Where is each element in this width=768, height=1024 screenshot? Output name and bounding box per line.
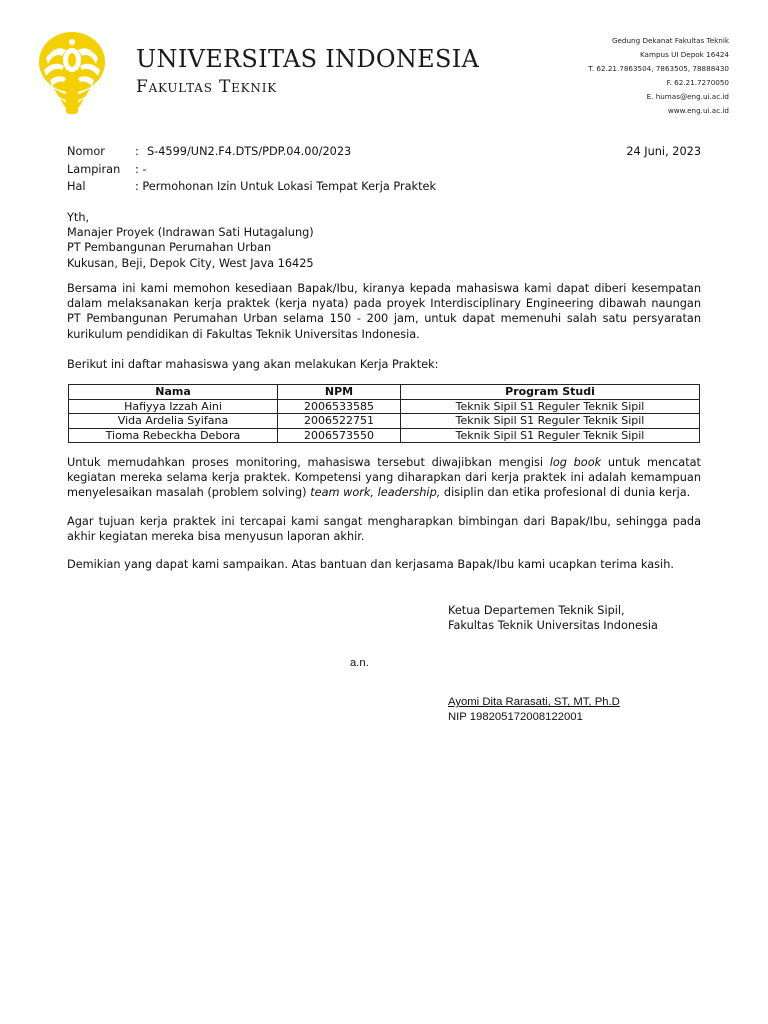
nomor-label: Nomor	[67, 145, 105, 158]
student-npm: 2006573550	[278, 428, 401, 443]
student-name: Hafiyya Izzah Aini	[69, 399, 278, 414]
student-program: Teknik Sipil S1 Reguler Teknik Sipil	[401, 428, 700, 443]
hal-value: : Permohonan Izin Untuk Lokasi Tempat Kerja Praktek	[135, 180, 436, 193]
table-row	[69, 399, 700, 414]
table-row	[69, 428, 700, 443]
student-name: Tioma Rebeckha Debora	[69, 428, 278, 443]
recipient-line: PT Pembangunan Perumahan Urban	[67, 241, 272, 255]
column-header-npm: NPM	[278, 385, 401, 400]
students-table	[68, 384, 700, 443]
faculty-name: Fakultas Teknik	[136, 77, 278, 97]
column-header-nama: Nama	[69, 385, 278, 400]
nomor-value: S-4599/UN2.F4.DTS/PDP.04.00/2023	[147, 145, 352, 158]
student-program: Teknik Sipil S1 Reguler Teknik Sipil	[401, 399, 700, 414]
hal-row	[67, 180, 436, 198]
lampiran-value: : -	[135, 163, 147, 176]
logbook-term: log book	[549, 456, 602, 469]
letter-date: 24 Juni, 2023	[626, 145, 701, 158]
paragraph-request: Bersama ini kami memohon kesediaan Bapak/Ibu, kiranya kepada mahasiswa kami dapat diberi kesempatan dalam melaksanakan kerja praktek (kerja nyata) pada proyek Interdisciplinary Engineering dibawah naungan PT Pembangunan Perumahan Urban selama 150 - 200 jam, untuk dapat memenuhi salah satu persyaratan kurikulum pendidikan di Fakultas Teknik Universitas Indonesia.	[67, 282, 701, 341]
university-logo-icon	[36, 30, 108, 118]
teamwork-term: team work, leadership,	[310, 486, 441, 500]
position-line: Fakultas Teknik Universitas Indonesia	[448, 619, 658, 633]
monitoring-text-b: untuk mencatat kegiatan mereka selama kerja praktek. Kompetensi yang diharapkan dari kerja praktek ini adalah kemampuan menyelesaikan masalah (problem solving)	[67, 456, 701, 500]
address-phone: T. 62.21.7863504, 7863505, 78888430	[588, 64, 729, 74]
university-name: UNIVERSITAS INDONESIA	[136, 45, 480, 73]
greeting: Yth,	[67, 211, 90, 224]
paragraph-monitoring	[67, 455, 701, 501]
address-campus: Kampus UI Depok 16424	[639, 50, 729, 60]
on-behalf-label: a.n.	[350, 657, 369, 669]
position-line: Ketua Departemen Teknik Sipil,	[448, 604, 625, 617]
nomor-row	[67, 145, 351, 163]
signatory-nip: NIP 198205172008122001	[448, 711, 583, 724]
column-header-program: Program Studi	[401, 385, 700, 400]
signatory-name: Ayomi Dita Rarasati, ST, MT, Ph.D	[448, 696, 620, 708]
address-website: www.eng.ui.ac.id	[667, 106, 729, 116]
closing-sentence: Demikian yang dapat kami sampaikan. Atas bantuan dan kerjasama Bapak/Ibu kami ucapkan terima kasih.	[67, 558, 674, 571]
recipient-line: Kukusan, Beji, Depok City, West Java 16425	[67, 256, 314, 270]
address-email: E. humas@eng.ui.ac.id	[646, 92, 729, 102]
paragraph-goal: Agar tujuan kerja praktek ini tercapai kami sangat mengharapkan bimbingan dari Bapak/Ibu, sehingga pada akhir kegiatan mereka bisa menyusun laporan akhir.	[67, 515, 701, 544]
student-npm: 2006522751	[278, 414, 401, 429]
letterhead-address	[588, 34, 729, 119]
nomor-colon: :	[135, 145, 139, 158]
signatory-position	[448, 603, 658, 633]
student-program: Teknik Sipil S1 Reguler Teknik Sipil	[401, 414, 700, 429]
monitoring-text-a: Untuk memudahkan proses monitoring, mahasiswa tersebut diwajibkan mengisi	[67, 456, 550, 469]
recipient-line: Manajer Proyek (Indrawan Sati Hutagalung)	[67, 226, 314, 240]
lampiran-row	[67, 163, 146, 181]
lampiran-label: Lampiran	[67, 163, 121, 176]
monitoring-text-c: disiplin dan etika profesional di dunia kerja.	[440, 486, 691, 500]
address-fax: F. 62.21.7270050	[666, 78, 729, 88]
table-header-row	[69, 385, 700, 400]
signatory-block	[448, 695, 620, 725]
student-name: Vida Ardelia Syifana	[69, 414, 278, 429]
recipient-block	[67, 210, 701, 271]
table-row	[69, 414, 700, 429]
hal-label: Hal	[67, 180, 86, 193]
student-list-intro: Berikut ini daftar mahasiswa yang akan melakukan Kerja Praktek:	[67, 358, 439, 371]
address-building: Gedung Dekanat Fakultas Teknik	[611, 36, 729, 45]
student-npm: 2006533585	[278, 399, 401, 414]
